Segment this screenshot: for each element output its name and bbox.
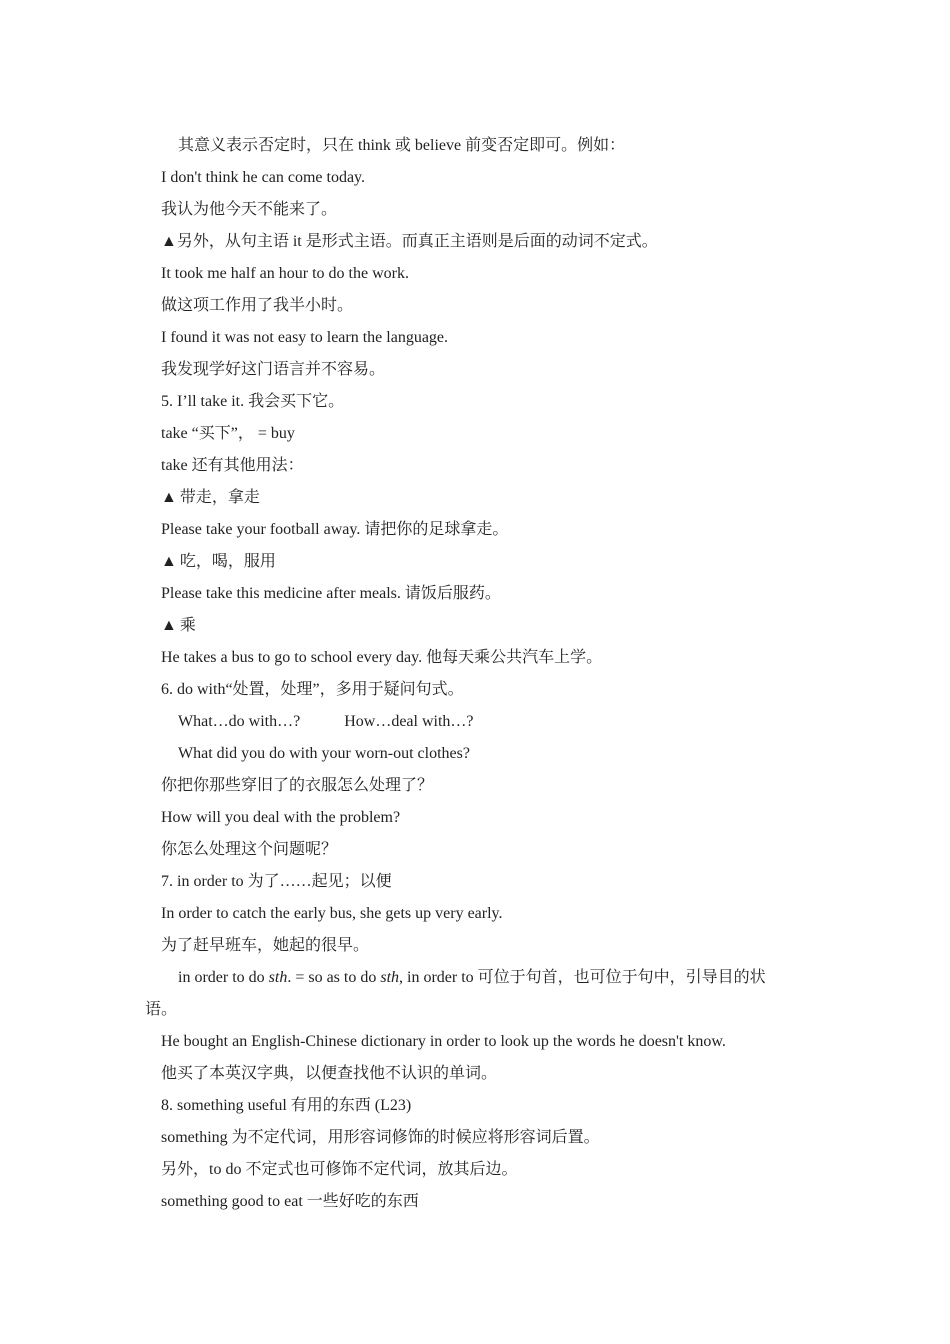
text-line: He bought an English-Chinese dictionary in order to look up the words he doesn't know.: [161, 1033, 726, 1050]
text-line: I found it was not easy to learn the language.: [161, 329, 449, 346]
text-line: It took me half an hour to do the work.: [161, 265, 409, 282]
section-heading: 7. in order to 为了……起见；以便: [161, 873, 392, 890]
triangle-bullet-icon: ▲: [161, 617, 177, 634]
triangle-bullet-icon: ▲: [161, 489, 177, 506]
bullet-line: [161, 488, 260, 508]
section-heading: 6. do with“处置，处理”，多用于疑问句式。: [161, 681, 464, 698]
text-line: take 还有其他用法：: [161, 457, 304, 474]
text-line: in order to do sth. = so as to do sth, in order to 可位于句首，也可位于句中，引导目的状: [178, 969, 766, 986]
text-line: How will you deal with the problem?: [161, 809, 401, 826]
bullet-text: 吃，喝，服用: [179, 553, 276, 570]
bullet-text: 另外，从句主语 it 是形式主语。而真正主语则是后面的动词不定式。: [176, 233, 658, 250]
text-line: 他买了本英汉字典，以便查找他不认识的单词。: [161, 1065, 498, 1082]
italic-abbrev: sth: [268, 969, 288, 986]
text-line: something 为不定代词，用形容词修饰的时候应将形容词后置。: [161, 1129, 600, 1146]
text-line: 做这项工作用了我半小时。: [161, 297, 354, 314]
section-heading: 8. something useful 有用的东西 (L23): [161, 1097, 412, 1114]
text-line: Please take this medicine after meals. 请饭后服药。: [161, 585, 501, 602]
section-heading: 5. I’ll take it. 我会买下它。: [161, 393, 345, 410]
text-line: something good to eat 一些好吃的东西: [161, 1193, 419, 1210]
text-line: Please take your football away. 请把你的足球拿走。: [161, 521, 509, 538]
pattern-line: [178, 712, 474, 732]
text-line: 你把你那些穿旧了的衣服怎么处理了？: [161, 777, 434, 794]
text-line: In order to catch the early bus, she gets up very early.: [161, 905, 503, 922]
italic-abbrev: sth: [380, 969, 400, 986]
text-line: 为了赶早班车，她起的很早。: [161, 937, 370, 954]
text-line: I don't think he can come today.: [161, 169, 366, 186]
text-line: 其意义表示否定时，只在 think 或 believe 前变否定即可。例如：: [178, 137, 626, 154]
pattern-b: How…deal with…?: [344, 713, 474, 730]
bullet-text: 带走，拿走: [179, 489, 260, 506]
bullet-text: 乘: [179, 617, 196, 634]
text-line: What did you do with your worn-out clothes?: [178, 745, 470, 762]
pattern-a: What…do with…?: [178, 713, 301, 730]
text-line: 我发现学好这门语言并不容易。: [161, 361, 386, 378]
bullet-line: [161, 552, 276, 572]
triangle-bullet-icon: ▲: [161, 553, 177, 570]
text-line: 另外，to do 不定式也可修饰不定代词，放其后边。: [161, 1161, 518, 1178]
text-line: He takes a bus to go to school every day. 他每天乘公共汽车上学。: [161, 649, 603, 666]
text-line: 我认为他今天不能来了。: [161, 201, 338, 218]
bullet-line: [161, 232, 658, 252]
triangle-bullet-icon: ▲: [161, 233, 177, 250]
bullet-line: [161, 616, 196, 636]
text-line: 语。: [145, 1001, 178, 1018]
text-line: 你怎么处理这个问题呢？: [161, 841, 338, 858]
text-line: take “买下”， = buy: [161, 425, 295, 442]
